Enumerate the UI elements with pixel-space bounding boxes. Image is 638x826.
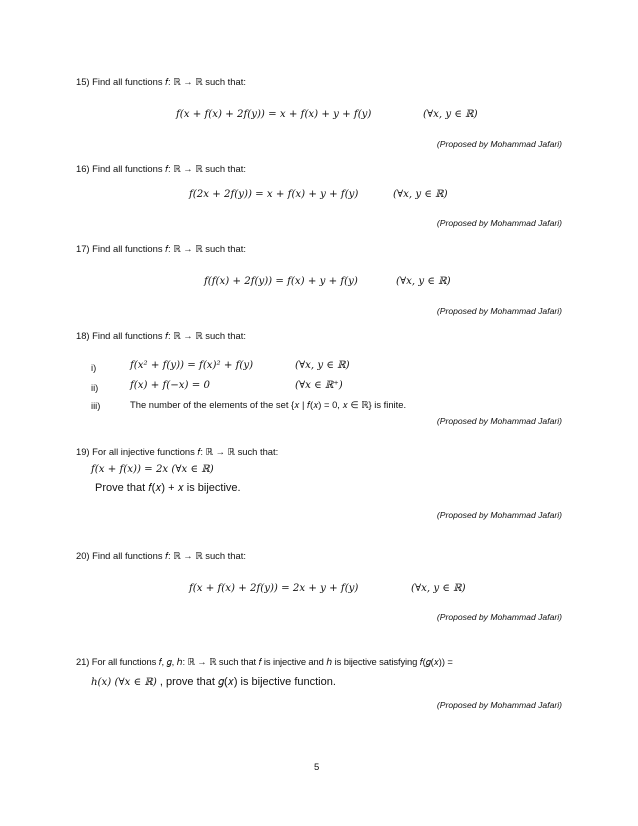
problem-19-prove: Prove that 𝑓(𝑥) + 𝑥 is bijective. <box>95 482 241 494</box>
problem-18-item-ii-equation: 𝑓(𝑥) + 𝑓(−𝑥) = 0 <box>130 380 210 391</box>
problem-17-credit: (Proposed by Mohammad Jafari) <box>436 306 562 316</box>
problem-16-credit: (Proposed by Mohammad Jafari) <box>436 218 562 228</box>
problem-18-item-i-condition: (∀𝑥, 𝑦 ∈ ℝ) <box>295 360 350 371</box>
page-number: 5 <box>314 762 320 773</box>
problem-19-credit: (Proposed by Mohammad Jafari) <box>436 510 562 520</box>
problem-18-statement: 18) Find all functions 𝑓: ℝ → ℝ such that: <box>76 330 246 341</box>
problem-18-item-i-equation: 𝑓(𝑥² + 𝑓(𝑦)) = 𝑓(𝑥)² + 𝑓(𝑦) <box>130 360 254 371</box>
problem-18-credit: (Proposed by Mohammad Jafari) <box>436 416 562 426</box>
problem-15-credit: (Proposed by Mohammad Jafari) <box>436 139 562 149</box>
problem-15-statement: 15) Find all functions 𝑓: ℝ → ℝ such that: <box>76 76 246 87</box>
problem-18-item-ii-label: ii) <box>91 382 99 393</box>
problem-20-credit: (Proposed by Mohammad Jafari) <box>436 612 562 622</box>
problem-21-line2-math: ℎ(𝑥) (∀𝑥 ∈ ℝ) <box>91 677 157 688</box>
problem-21-statement: 21) For all functions 𝑓, 𝑔, ℎ: ℝ → ℝ such that 𝑓 is injective and ℎ is bijective satisfying 𝑓(𝑔(𝑥)) = <box>76 656 453 667</box>
problem-18-item-ii-condition: (∀𝑥 ∈ ℝ⁺) <box>295 380 343 391</box>
problem-20-equation: 𝑓(𝑥 + 𝑓(𝑥) + 2𝑓(𝑦)) = 2𝑥 + 𝑦 + 𝑓(𝑦) <box>189 583 359 594</box>
problem-16-condition: (∀𝑥, 𝑦 ∈ ℝ) <box>393 189 448 200</box>
problem-15-equation: 𝑓(𝑥 + 𝑓(𝑥) + 2𝑓(𝑦)) = 𝑥 + 𝑓(𝑥) + 𝑦 + 𝑓(𝑦) <box>176 109 372 120</box>
problem-17-equation: 𝑓(𝑓(𝑥) + 2𝑓(𝑦)) = 𝑓(𝑥) + 𝑦 + 𝑓(𝑦) <box>204 276 358 287</box>
problem-15-condition: (∀𝑥, 𝑦 ∈ ℝ) <box>423 109 478 120</box>
problem-19-statement: 19) For all injective functions 𝑓: ℝ → ℝ such that: <box>76 446 279 457</box>
problem-18-item-iii-text: The number of the elements of the set {𝑥 | 𝑓(𝑥) = 0, 𝑥 ∈ ℝ} is finite. <box>130 399 407 410</box>
problem-21-line2-text: , prove that 𝑔(𝑥) is bijective function. <box>156 676 336 688</box>
problem-21-credit: (Proposed by Mohammad Jafari) <box>436 700 562 710</box>
problem-18-item-iii-label: iii) <box>91 400 101 411</box>
problem-20-statement: 20) Find all functions 𝑓: ℝ → ℝ such that: <box>76 550 246 561</box>
problem-19-equation: 𝑓(𝑥 + 𝑓(𝑥)) = 2𝑥 (∀𝑥 ∈ ℝ) <box>91 464 214 475</box>
problem-17-statement: 17) Find all functions 𝑓: ℝ → ℝ such that: <box>76 243 246 254</box>
problem-17-condition: (∀𝑥, 𝑦 ∈ ℝ) <box>396 276 451 287</box>
problem-16-statement: 16) Find all functions 𝑓: ℝ → ℝ such that: <box>76 163 246 174</box>
problem-16-equation: 𝑓(2𝑥 + 2𝑓(𝑦)) = 𝑥 + 𝑓(𝑥) + 𝑦 + 𝑓(𝑦) <box>189 189 359 200</box>
problem-18-item-i-label: i) <box>91 362 97 373</box>
problem-20-condition: (∀𝑥, 𝑦 ∈ ℝ) <box>411 583 466 594</box>
problem-21-line2 <box>91 672 336 690</box>
